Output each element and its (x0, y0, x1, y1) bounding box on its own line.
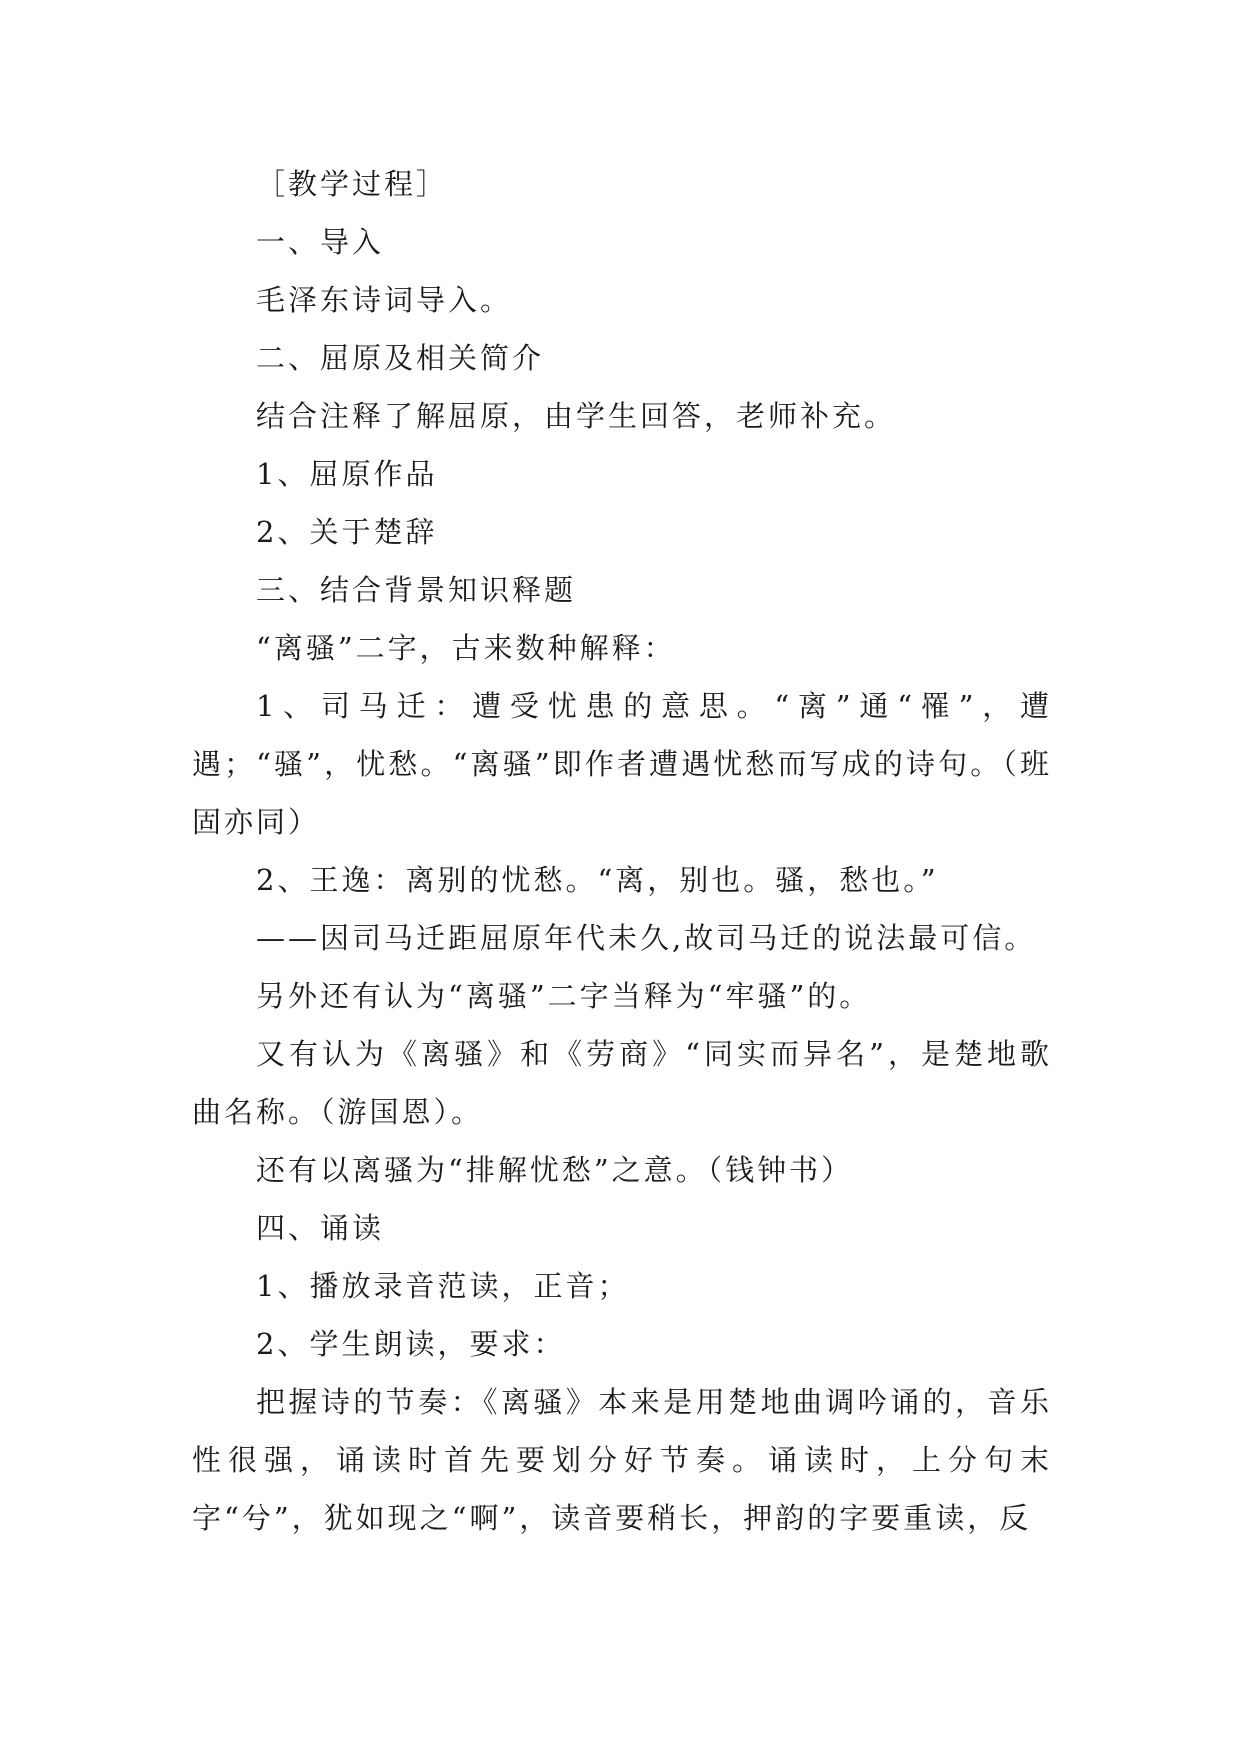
paragraph: 还有以离骚为“排解忧愁”之意。（钱钟书） (256, 1153, 854, 1187)
list-item: 1、屈原作品 (256, 457, 438, 491)
section-heading-quyuan: 二、屈原及相关简介 (256, 341, 545, 375)
section-heading-introduction: 一、导入 (256, 225, 385, 259)
paragraph: 结合注释了解屈原，由学生回答，老师补充。 (256, 399, 897, 433)
paragraph: 1、司马迁：遭受忧患的意思。“离”通“罹”，遭遇；“骚”，忧愁。“离骚”即作者遭遇忧愁而写成的诗句。（班固亦同） (192, 689, 1052, 839)
paragraph: 又有认为《离骚》和《劳商》“同实而异名”，是楚地歌曲名称。（游国恩）。 (192, 1037, 1052, 1129)
list-item: 2、关于楚辞 (256, 515, 438, 549)
document-body (192, 155, 1052, 1547)
section-heading-teaching-process: ［教学过程］ (256, 167, 449, 201)
paragraph: 另外还有认为“离骚”二字当释为“牢骚”的。 (256, 979, 872, 1013)
paragraph: 把握诗的节奏：《离骚》本来是用楚地曲调吟诵的，音乐性很强，诵读时首先要划分好节奏。诵读时，上分句末字“兮”，犹如现之“啊”，读音要稍长，押韵的字要重读，反 (192, 1385, 1052, 1535)
list-item: 1、播放录音范读，正音； (256, 1269, 630, 1303)
section-heading-recitation: 四、诵读 (256, 1211, 385, 1245)
section-heading-title-explanation: 三、结合背景知识释题 (256, 573, 577, 607)
paragraph: 2、王逸：离别的忧愁。“离，别也。骚，愁也。” (256, 863, 939, 897)
list-item: 2、学生朗读，要求： (256, 1327, 566, 1361)
paragraph: 毛泽东诗词导入。 (256, 283, 513, 317)
paragraph: “离骚”二字，古来数种解释： (256, 631, 676, 665)
paragraph: ——因司马迁距屈原年代未久,故司马迁的说法最可信。 (256, 921, 1037, 955)
